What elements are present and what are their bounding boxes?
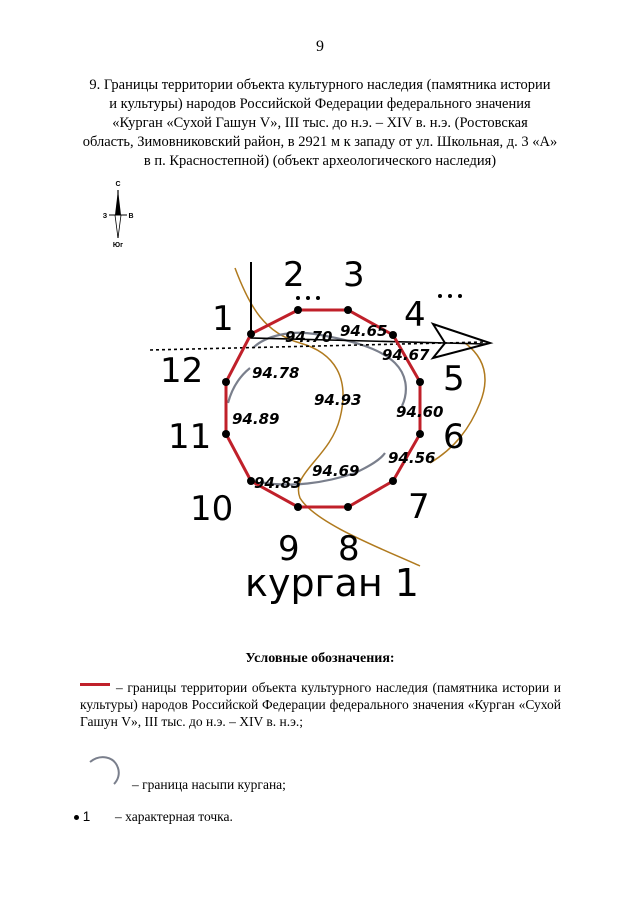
decorative-dot xyxy=(316,296,320,300)
point-label: 9 xyxy=(278,529,300,569)
decorative-dot xyxy=(296,296,300,300)
legend-point-text: – характерная точка. xyxy=(115,809,233,824)
point-marker xyxy=(222,378,230,386)
point-marker xyxy=(389,331,397,339)
elevation-label: 94.65 xyxy=(340,322,388,340)
compass-rose-icon xyxy=(98,178,138,248)
point-dot-icon xyxy=(74,815,79,820)
legend-point-symbol xyxy=(74,808,90,825)
point-label: 6 xyxy=(443,417,465,457)
mound-label: курган 1 xyxy=(245,561,419,605)
decorative-dot xyxy=(306,296,310,300)
legend-mound-text: – граница насыпи кургана; xyxy=(132,777,286,792)
point-marker xyxy=(344,503,352,511)
compass-south-arrow xyxy=(115,215,121,238)
elevation-label: 94.89 xyxy=(232,410,280,428)
heading-line: в п. Красностепной) (объект археологического наследия) xyxy=(143,153,497,169)
heading-line: и культуры) народов Российской Федерации федерального значения xyxy=(109,96,531,112)
point-label: 1 xyxy=(212,299,234,339)
point-marker xyxy=(416,430,424,438)
decorative-dot xyxy=(458,294,462,298)
point-label: 10 xyxy=(190,489,234,529)
point-marker xyxy=(294,306,302,314)
point-label: 12 xyxy=(160,351,204,391)
elevation-label: 94.83 xyxy=(254,474,302,492)
elevation-label: 94.60 xyxy=(396,403,444,421)
point-marker xyxy=(389,477,397,485)
point-marker xyxy=(294,503,302,511)
mound-legend-swatch xyxy=(84,752,124,788)
point-label: 11 xyxy=(168,417,212,457)
point-label: 5 xyxy=(443,359,465,399)
point-label: 4 xyxy=(404,295,426,335)
heading-line: 9. Границы территории объекта культурного наследия (памятника истории xyxy=(89,77,551,93)
legend-boundary-text: – границы территории объекта культурного наследия (памятника истории и культуры) народов Российской Федерации федерального значения «Курган «Сухой Гашун V», III тыс. до н.э. – XIV в. н.э.; xyxy=(80,680,561,729)
page-number: 9 xyxy=(316,38,324,55)
point-label: 8 xyxy=(338,529,360,569)
elevation-label: 94.69 xyxy=(312,462,360,480)
heading-line: «Курган «Сухой Гашун V», III тыс. до н.э. – XIV в. н.э. (Ростовская xyxy=(112,115,528,131)
point-marker xyxy=(344,306,352,314)
compass-north-label: С xyxy=(115,181,121,188)
page-heading xyxy=(60,76,580,171)
heading-line: область, Зимовниковский район, в 2921 м к западу от ул. Школьная, д. 3 «А» xyxy=(82,134,558,150)
point-label: 3 xyxy=(343,255,365,295)
compass-west-label: З xyxy=(102,213,108,220)
point-label: 7 xyxy=(408,487,430,527)
elevation-label: 94.93 xyxy=(314,391,362,409)
kurgan-map xyxy=(140,248,500,608)
survey-arrow-head xyxy=(433,324,490,358)
decorative-dot xyxy=(448,294,452,298)
point-marker xyxy=(416,378,424,386)
decorative-dot xyxy=(438,294,442,298)
point-marker xyxy=(222,430,230,438)
legend-point-number: 1 xyxy=(82,809,91,824)
elevation-label: 94.67 xyxy=(382,346,430,364)
legend-title: Условные обозначения: xyxy=(245,651,395,666)
point-label: 2 xyxy=(283,255,305,295)
point-marker xyxy=(247,330,255,338)
elevation-label: 94.56 xyxy=(388,449,436,467)
compass-north-arrow xyxy=(115,190,121,215)
compass-east-label: В xyxy=(128,213,134,220)
compass-south-label: Юг xyxy=(112,242,124,248)
elevation-label: 94.78 xyxy=(252,364,300,382)
elevation-label: 94.70 xyxy=(285,328,333,346)
